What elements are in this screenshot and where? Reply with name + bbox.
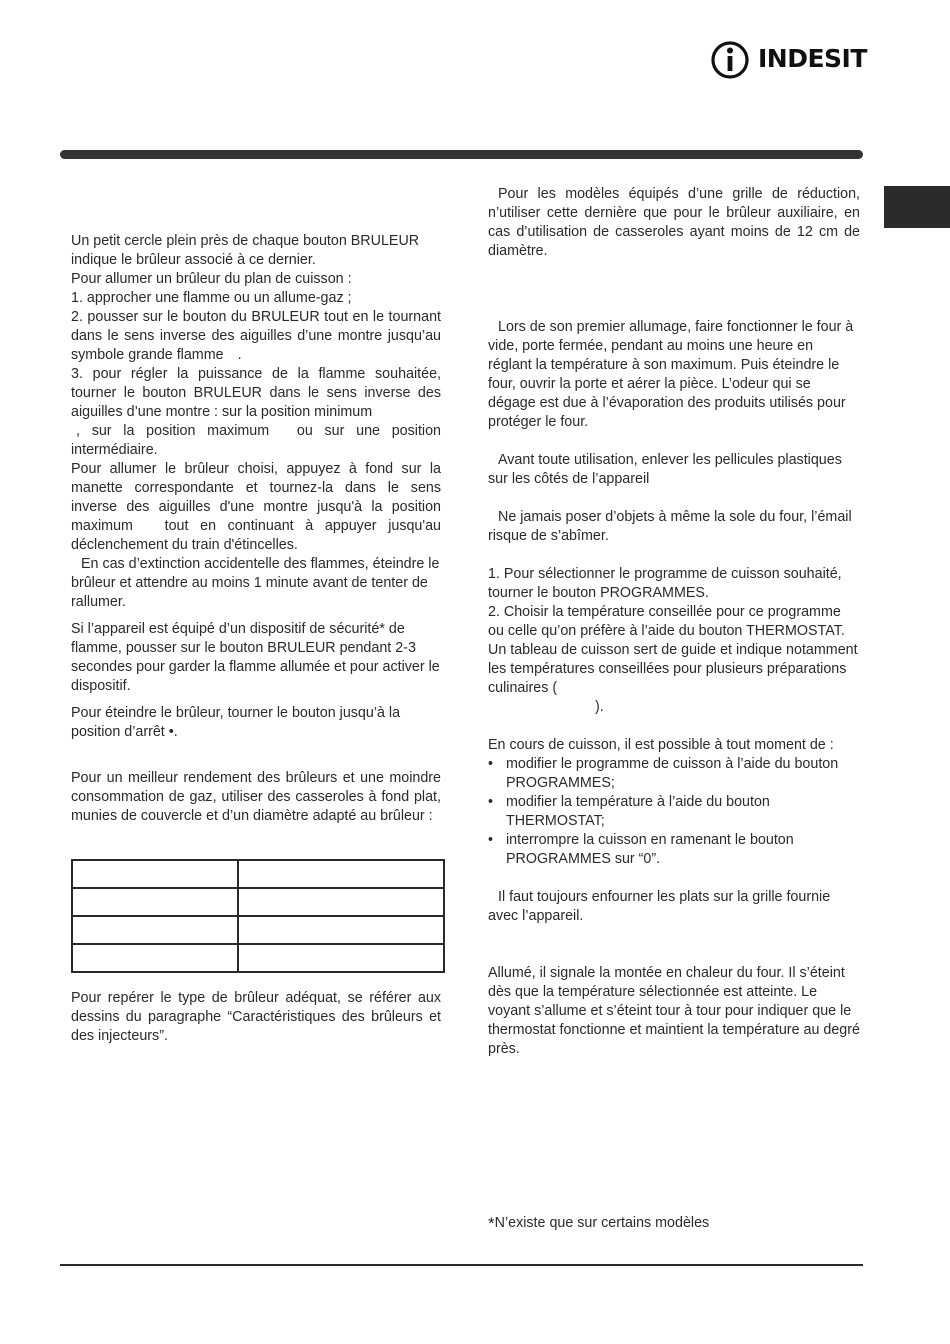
list-item — [488, 793, 860, 831]
table-row — [72, 944, 444, 972]
footnote-text: N’existe que sur certains modèles — [494, 1215, 710, 1231]
indesit-logo — [710, 38, 865, 82]
lighting-step-2-text: 2. pousser sur le bouton du BRULEUR tout en le tournant dans le sens inverse des aiguilles d’une montre jusqu’au symbole grande flamme — [71, 309, 441, 363]
cooking-table-text-b: ). — [595, 699, 604, 715]
cooking-table-text-a: Un tableau de cuisson sert de guide et indique notamment les températures conseillées pour plusieurs préparations culinaires ( — [488, 642, 858, 696]
first-use-text: Lors de son premier allumage, faire fonctionner le four à vide, porte fermée, pendant au moins une heure en réglant la température à son maximum. Puis éteindre le four, ouvrir la porte et aérer la pièce. L’odeur qui se dégage est due à l’évaporation des produits utilisés pour protéger le four. — [488, 319, 854, 430]
extinction-text: En cas d’extinction accidentelle des flammes, éteindre le brûleur et attendre au moins 1 minute avant de tenter de rallumer. — [71, 556, 440, 610]
list-item-text: modifier la température à l’aide du bouton THERMOSTAT; — [506, 794, 770, 829]
table-row — [72, 860, 444, 888]
grid-note-text: Il faut toujours enfourner les plats sur la grille fournie avec l’appareil. — [488, 889, 831, 924]
lighting-step-3-text-b: , sur la position maximum — [76, 423, 270, 439]
table-cell — [238, 888, 444, 916]
burner-diameter-table — [71, 859, 445, 973]
list-item — [488, 755, 860, 793]
during-cooking-intro: En cours de cuisson, il est possible à tout moment de : — [488, 737, 834, 753]
lighting-step-3 — [71, 365, 441, 460]
films-text: Avant toute utilisation, enlever les pellicules plastiques sur les côtés de l’appareil — [488, 452, 842, 487]
reference-paragraph: Pour repérer le type de brûleur adéquat, se référer aux dessins du paragraphe “Caractéristiques des brûleurs et des injecteurs”. — [71, 990, 441, 1044]
footer-rule — [60, 1264, 863, 1266]
during-cooking-list — [488, 755, 860, 869]
table-cell — [72, 860, 238, 888]
bullet-icon: • — [488, 756, 494, 772]
lighting-step-3-text-c: ou sur une position intermédiaire. — [71, 423, 441, 458]
list-item-text: modifier le programme de cuisson à l’aide du bouton PROGRAMMES; — [506, 756, 839, 791]
reduction-grid-paragraph — [488, 185, 860, 261]
lighting-step-2: 2. pousser sur le bouton du BRULEUR tout en le tournant dans le sens inverse des aiguilles d’une montre jusqu’au symbole grande flamme . — [71, 309, 441, 363]
table-cell — [72, 916, 238, 944]
cooking-table-note — [488, 641, 860, 717]
logo-circle-i-icon — [710, 38, 754, 82]
switch-off-paragraph: Pour éteindre le brûleur, tourner le bouton jusqu’à la position d’arrêt •. — [71, 705, 401, 740]
burner-intro: Un petit cercle plein près de chaque bouton BRULEUR indique le brûleur associé à ce dernier. — [71, 233, 420, 268]
chosen-burner-text-b: tout en continuant à appuyer jusqu'au déclenchement du train d'étincelles. — [71, 518, 441, 553]
bullet-icon: • — [488, 832, 494, 848]
footnote — [488, 1214, 709, 1234]
select-step-2: 2. Choisir la température conseillée pour ce programme ou celle qu’on préfère à l’aide du bouton THERMOSTAT. — [488, 604, 845, 639]
header-rule — [60, 150, 863, 159]
list-item — [488, 831, 860, 869]
table-cell — [72, 944, 238, 972]
reduction-grid-text: Pour les modèles équipés d’une grille de réduction, n’utiliser cette dernière que pour le brûleur auxiliaire, en cas d’utilisation de casseroles ayant moins de 12 cm de diamètre. — [488, 186, 860, 259]
select-step-1: 1. Pour sélectionner le programme de cuisson souhaité, tourner le bouton PROGRAMMES. — [488, 566, 842, 601]
right-column — [488, 185, 860, 1059]
table-cell — [238, 860, 444, 888]
left-column — [71, 232, 441, 826]
first-use-paragraph — [488, 318, 860, 432]
table-row — [72, 916, 444, 944]
grid-note-paragraph — [488, 888, 860, 926]
chosen-burner-text-a: Pour allumer le brûleur choisi, appuyez à fond sur la manette correspondante et tournez-la dans le sens inverse des aiguilles d'une montre jusqu'à la position maximum — [71, 461, 441, 534]
chosen-burner-paragraph — [71, 460, 441, 555]
lighting-heading: Pour allumer un brûleur du plan de cuisson : — [71, 271, 352, 287]
table-row — [72, 888, 444, 916]
list-item-text: interrompre la cuisson en ramenant le bouton PROGRAMMES sur “0”. — [506, 832, 794, 867]
safety-paragraph: Si l’appareil est équipé d’un dispositif de sécurité* de flamme, pousser sur le bouton BRULEUR pendant 2-3 secondes pour garder la flamme allumée et pour activer le dispositif. — [71, 621, 440, 694]
extinction-paragraph — [71, 555, 441, 612]
table-cell — [72, 888, 238, 916]
lighting-step-3-text-a: 3. pour régler la puissance de la flamme souhaitée, tourner le bouton BRULEUR dans le sens inverse des aiguilles d’une montre : sur la position minimum — [71, 366, 441, 420]
bullet-icon: • — [488, 794, 494, 810]
table-cell — [238, 916, 444, 944]
films-paragraph — [488, 451, 860, 489]
efficiency-paragraph: Pour un meilleur rendement des brûleurs et une moindre consommation de gaz, utiliser des casseroles à fond plat, munies de couvercle et d’un diamètre adapté au brûleur : — [71, 770, 441, 824]
language-tab — [884, 186, 950, 228]
floor-paragraph — [488, 508, 860, 546]
table-cell — [238, 944, 444, 972]
footnote-star: * — [488, 1214, 495, 1233]
floor-text: Ne jamais poser d’objets à même la sole du four, l’émail risque de s’abîmer. — [488, 509, 852, 544]
lighting-step-1: 1. approcher une flamme ou un allume-gaz ; — [71, 290, 352, 306]
thermostat-light-paragraph: Allumé, il signale la montée en chaleur du four. Il s’éteint dès que la température sélectionnée est atteinte. Le voyant s’allume et s’éteint tour à tour pour indiquer que le thermostat fonctionne et maintient la température au degré près. — [488, 965, 860, 1057]
brand-name: INDESIT — [758, 44, 867, 73]
